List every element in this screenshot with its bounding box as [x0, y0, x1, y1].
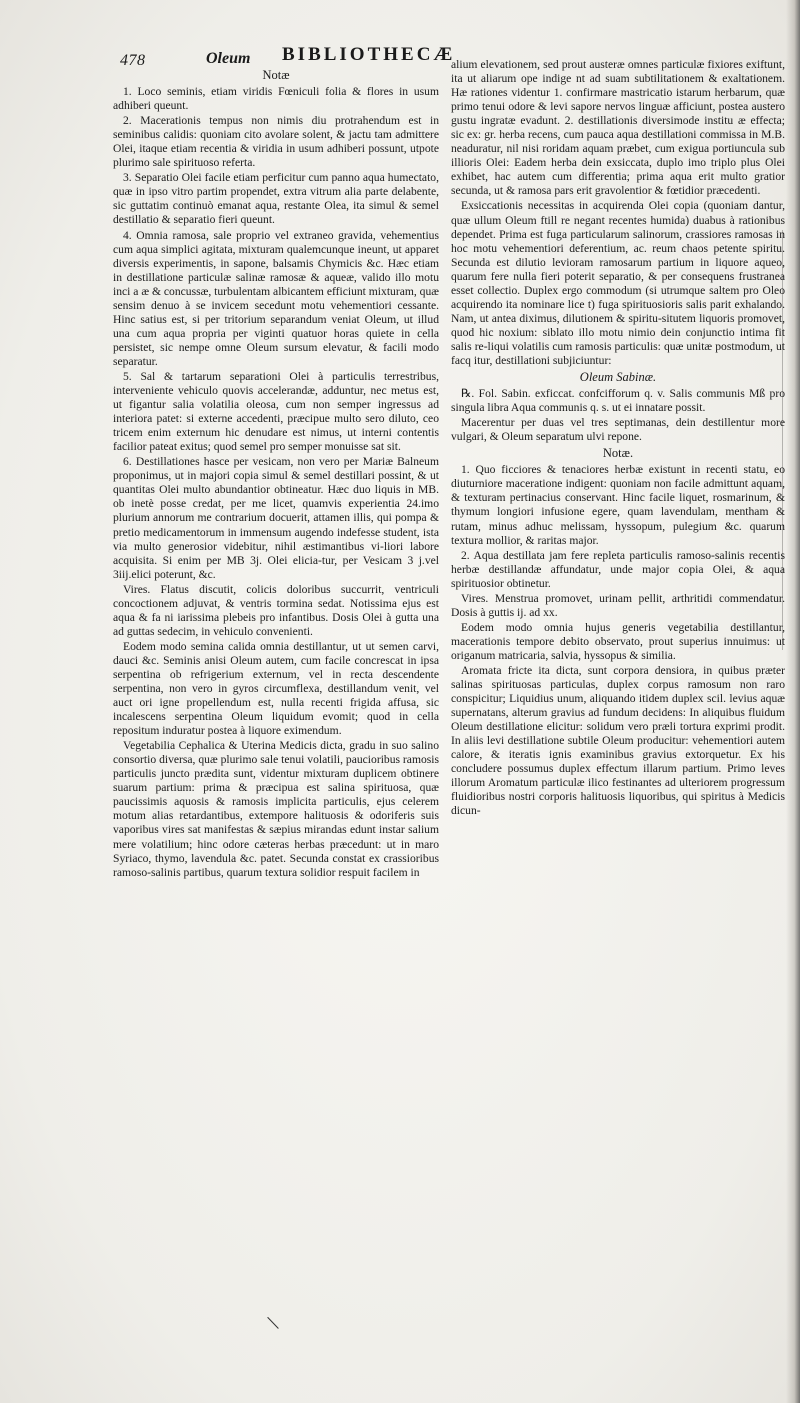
aromata-paragraph: Aromata fricte ita dicta, sunt corpora densiora, in quibus præter salinas spirituosas particulas, duplex corpus ramosum non raro conspicitur; Liquidius unum, aliquando itidem duplex scil. levius aquæ supernatans, alterum gravius ad fundum decidens: In aliquibus fluidum Oleum destillatione elicitur: solidum vero præli tortura exprimi prodit. In aliis levi destillatione subtile Oleum producitur: vehementiori autem calore, & iteratis ignis examinibus gravius extorquetur. Ex his concludere possumus duplex effectum illarum partium. Primo leves illorum Aromatum particulæ ilico festinantes ad ulteriorem progressum fluidioribus nostri corporis halituosis liquoribus, qui spiritus à Medicis dicun- — [451, 663, 785, 818]
notes-heading: Notæ — [262, 68, 290, 82]
vires-paragraph: Vires. Flatus discutit, colicis doloribus succurrit, ventriculi concoctionem adjuvat, & ventris tormina sedat. Notissima ejus est aqua & fa ni iarissima plebeis pro infantibus. Dosis Olei à gutta una ad guttas sedecim, in vehiculo convenienti. — [113, 582, 439, 638]
left-column — [113, 66, 439, 881]
note-1: 1. Loco seminis, etiam viridis Fœniculi folia & flores in usum adhiberi queunt. — [113, 85, 439, 113]
vegetabilia-paragraph: Vegetabilia Cephalica & Uterina Medicis dicta, gradu in suo salino consortio diversa, quæ plurimo sale tenui volatili, paucioribus ramosis particulis juncto prædita sunt, videntur mixturam duplicem obtinere suarum partium: prima & præcipua est salina spirituosa, quæ paucissimis aquosis & ramosis implicita particulis, ejus celerem motum alias retardantibus, extempore halituosis & odoriferis suis vaporibus vires sat manifestas & sæpius mirandas edunt instar salium mere volatilium; hinc odore cæteras herbas præcedunt: ut in maro Syriaco, thymo, lavendula &c. patet. Secunda constat ex crassioribus ramoso-salinis partibus, quarum textura solidior respuit facilem in — [113, 739, 439, 879]
page-edge-shadow — [786, 0, 800, 1403]
right-column — [451, 58, 785, 819]
note-4: 4. Omnia ramosa, sale proprio vel extraneo gravida, vehementius cum aqua simplici agitata, mixturam qualemcunque ineunt, ut apparet diversis experimentis, in sapone, balsamis Chymicis &c. Hæc etiam in destillatione particulæ salinæ ramosæ & aqueæ, valido illo motu inci a æ & concussæ, turbulentam albicantem efficiunt mixturam, quæ sensim denuo à se invicem secedunt motu vehementiori cessante. Hinc satius est, si per tritorium separandum veniat Oleum, ut illud una cum aqua propria per viginti quatuor horas quiete in cella persistet, sic nempe omne Oleum sursum elevatur, & facili modo separatur. — [113, 228, 439, 368]
note-3: 3. Separatio Olei facile etiam perficitur cum panno aqua humectato, quæ in ipso vitro partim propendet, extra vitrum alia parte delabente, sic guttatim continuò emanat aqua, restante Olea, ita simul & semel destillatio & separatio fieri queunt. — [113, 171, 439, 227]
eodem-right-paragraph: Eodem modo omnia hujus generis vegetabilia destillantur, macerationis tempore debito observato, prout superius innuimus: ut origanum matricaria, salvia, hyssopus & similia. — [451, 620, 785, 662]
note-right-1: 1. Quo ficciores & tenaciores herbæ existunt in recenti statu, eo diuturniore maceratione indigent: quoniam non facile admittunt aquam, & texturam pertinacius conservant. Hinc facile liquet, rosmarinum, & thymum longiori infusione egere, quam lavendulam, mentham & rutam, minus adhuc melissam, hyssopum, pulegium &c. quarum textura mollior, & raritas major. — [451, 463, 785, 547]
recipe-heading: Oleum Sabinæ. — [579, 370, 657, 385]
exsiccationis-paragraph: Exsiccationis necessitas in acquirenda Olei copia (quoniam dantur, quæ ullum Oleum ftill re negant recentes humida) duabus à rationibus dependet. Prima est fuga particularum salinorum, crassiores ramosas in hoc motu vehementiori deferentium, ac. reum chaos petente spiritu. Secunda est dilutio levioram ramosarum partium in liquore aqueo, quarum fere nulla fieri poterit separatio, & per consequens frustranea esset collectio. Duplex ergo commodum (si utrumque saltem pro Oleo acquirendo ita nominare lice t) fuga spirituosioris salis parit exhalando. Nam, ut antea diximus, dilutionem & spiritu-situtem liquoris promovet, quod hic noxium: siblato illo motu nimio dein conjunctio intima fit salis re-liqui volatilis cum ramosis particulis: quæ unitæ postmodum, ut facq itur, destillationi subjiciuntur: — [451, 199, 785, 367]
continuation-paragraph: alium elevationem, sed prout austeræ omnes particulæ fixiores exiftunt, ita ut aliarum ope indige nt ad suam subtilitationem & exaltationem. Hæ rationes videntur 1. confirmare mastricatio istarum herbarum, quæ primo tenui odore & levi sapore nervos linguæ afficiunt, postea austero gustu ingratæ evadunt. 2. destillationis diversimode institu æ effecta; sic ex: gr. herba recens, cum pauca aqua destillationi commissa in M.B. neaduratur, nil nisi roridam aquam præbet, cum exigua portiuncula sub illioris Olei: Eadem herba dein exsiccata, duplo imo triplo plus Olei exhibet, hac autem cum differentia; prima aqua erit multo gratior secunda, ut & ramosa pars erit gravolentior & fœtidior præcedenti. — [451, 58, 785, 198]
note-5: 5. Sal & tartarum separationi Olei à particulis terrestribus, interveniente vehiculo quovis accelerandæ, adduntur, nec metus est, ut figantur salia volatilia oleosa, cum non semper ingressus ad interiora patet: si externe accedenti, præcipue multo sero diluto, ceo tricem enim externum hic denudare est nimus, ut interni contentis facilior pateat exitus; quod semel pro semper monuisse sat sit. — [113, 369, 439, 454]
page-title: BIBLIOTHECÆ — [282, 44, 456, 65]
page-fold-line — [782, 230, 783, 650]
recipe-instructions: Macerentur per duas vel tres septimanas, dein destillentur more vulgari, & Oleum separatum ulvi repone. — [451, 416, 785, 444]
vires-right-paragraph: Vires. Menstrua promovet, urinam pellit, arthritidi commendatur. Dosis à guttis ij. ad xx. — [451, 591, 785, 619]
stray-pen-mark: \ — [264, 1309, 281, 1336]
eodem-paragraph: Eodem modo semina calida omnia destillantur, ut ut semen carvi, dauci &c. Seminis anisi Oleum autem, cum facile concrescat in ipsa serpentina ob refrigerium externum, vel in recta descendente serpentina, non vero in gyros circumflexa, destillandum venit, vel auct ori igne propellendum est, nulla recenti frigida affusa, sic incalescens serpentina Oleum liquidum evomit; quod in cella repositum induratur postea à liquore eximendum. — [113, 639, 439, 738]
notes-heading-right: Notæ. — [602, 446, 634, 461]
note-right-2: 2. Aqua destillata jam fere repleta particulis ramoso-salinis recentis herbæ destillandæ affundatur, unde major copia Olei, & aqua spirituosior obtinetur. — [451, 548, 785, 590]
page-number: 478 — [120, 52, 146, 69]
note-2: 2. Macerationis tempus non nimis diu protrahendum est in seminibus calidis: quoniam cito avolare solent, & jactu tam admittere Olei, itaque etiam recentia & viridia in usum adhiberi possunt, utpote plurimo sale spirituoso referta. — [113, 114, 439, 170]
note-6: 6. Destillationes hasce per vesicam, non vero per Mariæ Balneum proponimus, ut in majori copia simul & semel destillari possint, & ut quantitas Olei multo abundantior obtineatur. Hæc duo liquis in MB. ob inetè posse credat, per me licet, quamvis experientia 24.imo plurium annorum me contrarium docuerit, attamen illis, qui pompa & pretio medicamentorum in immensum augendo indefesse student, ista via multo generosior videbitur, nihil æstimantibus vi-liori labore acquisita. Si enim per MB 3j. Olei elicia-tur, per Vesicam 3 j.vel 3iij.elici poterunt, &c. — [113, 455, 439, 581]
recipe-ingredients: ℞. Fol. Sabin. exficcat. confcifforum q. v. Salis communis Mß pro singula libra Aqua communis q. s. ut ei innatare possit. — [451, 387, 785, 415]
running-head: Oleum — [206, 50, 251, 67]
